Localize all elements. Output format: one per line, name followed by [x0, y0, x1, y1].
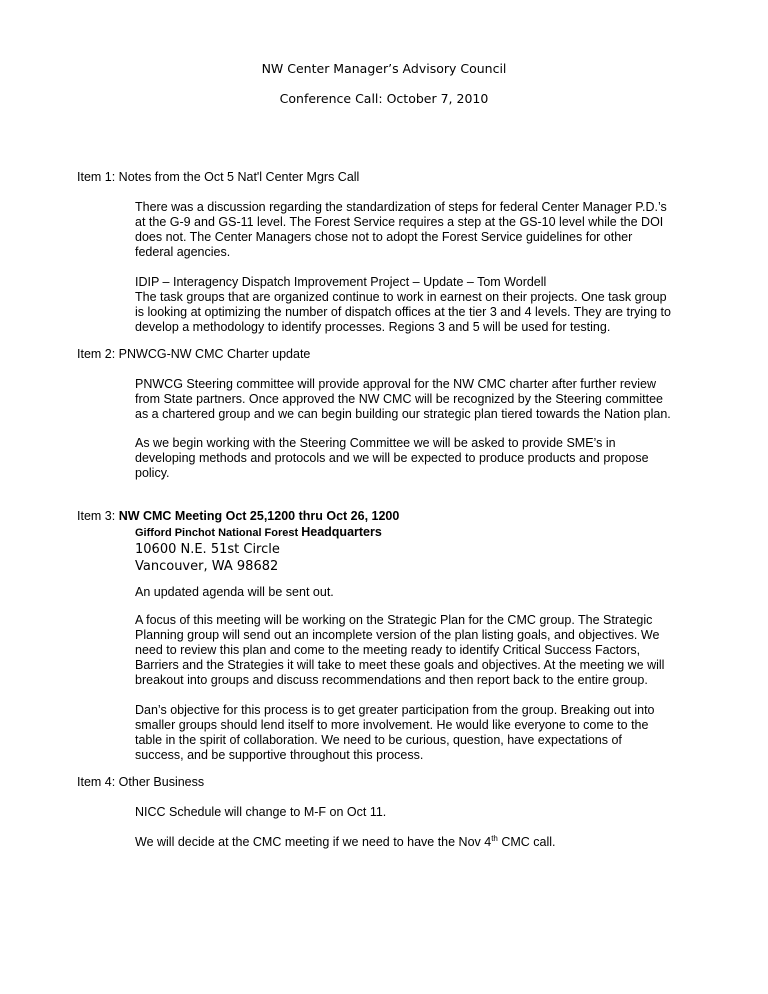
item-4-nicc-note: [135, 805, 695, 820]
item-3-agenda-note: [135, 585, 695, 600]
decide-prefix: We will decide at the CMC meeting if we need to have the Nov 4: [135, 835, 492, 849]
paragraph-line: success, and be supportive throughout this process.: [135, 748, 424, 762]
paragraph-line: Planning group will send out an incomplete version of the plan listing goals, and objectives. We: [135, 628, 660, 642]
paragraph-line: Barriers and the Strategies it will take to meet these goals and objectives. At the meeting we will: [135, 658, 665, 672]
paragraph-line: A focus of this meeting will be working on the Strategic Plan for the CMC group. The Strategic: [135, 613, 653, 627]
item-2-paragraph-1: [135, 377, 695, 422]
item-4-heading: Item 4: Other Business: [77, 775, 205, 789]
paragraph-line: federal agencies.: [135, 245, 231, 259]
address-line-1: 10600 N.E. 51st Circle: [135, 542, 280, 557]
paragraph-line: There was a discussion regarding the standardization of steps for federal Center Manager P.D.’s: [135, 200, 667, 214]
paragraph-line: An updated agenda will be sent out.: [135, 585, 334, 599]
item-1-heading: Item 1: Notes from the Oct 5 Nat'l Center Mgrs Call: [77, 170, 360, 184]
paragraph-line: PNWCG Steering committee will provide approval for the NW CMC charter after further review: [135, 377, 656, 391]
paragraph-line: table in the spirit of collaboration. We need to be curious, question, have expectations of: [135, 733, 622, 747]
item-4-decide-note: [135, 835, 695, 850]
location-name: Gifford Pinchot National Forest: [135, 527, 302, 539]
paragraph-line: IDIP – Interagency Dispatch Improvement Project – Update – Tom Wordell: [135, 275, 547, 289]
paragraph-line: is looking at optimizing the number of dispatch offices at the tier 3 and 4 levels. They are trying to: [135, 305, 671, 319]
item-2-paragraph-2: [135, 436, 695, 481]
paragraph-line: policy.: [135, 466, 170, 480]
paragraph-line: developing methods and protocols and we will be expected to produce products and propose: [135, 451, 649, 465]
paragraph-line: from State partners. Once approved the NW CMC will be recognized by the Steering committee: [135, 392, 664, 406]
paragraph-line: As we begin working with the Steering Committee we will be asked to provide SME’s in: [135, 436, 616, 450]
item-3-paragraph-2: [135, 703, 695, 763]
item-3-heading: [77, 509, 399, 524]
location-headquarters: Headquarters: [301, 525, 382, 539]
document-subtitle: Conference Call: October 7, 2010: [279, 91, 489, 106]
paragraph-line: NICC Schedule will change to M-F on Oct 11.: [135, 805, 387, 819]
paragraph-line: at the G-9 and GS-11 level. The Forest Service requires a step at the GS-10 level while the DOI: [135, 215, 664, 229]
paragraph-line: as a chartered group and we can begin building our strategic plan tiered towards the Nation plan.: [135, 407, 671, 421]
paragraph-line: develop a methodology to identify processes. Regions 3 and 5 will be used for testing.: [135, 320, 611, 334]
decide-suffix: CMC call.: [497, 835, 556, 849]
item-1-paragraph-1: [135, 200, 695, 260]
paragraph-line: The task groups that are organized continue to work in earnest on their projects. One task group: [135, 290, 667, 304]
document-title: NW Center Manager’s Advisory Council: [261, 61, 507, 76]
ordinal-suffix: th: [491, 833, 498, 843]
item-3-prefix: Item 3:: [77, 509, 119, 523]
meeting-location-name: [135, 525, 382, 541]
item-3-meeting-title: NW CMC Meeting Oct 25,1200 thru Oct 26, 1200: [118, 509, 400, 523]
item-1-paragraph-2: [135, 275, 695, 335]
paragraph-line: [135, 835, 695, 850]
paragraph-line: does not. The Center Managers chose not to adopt the Forest Service guidelines for other: [135, 230, 633, 244]
paragraph-line: need to review this plan and come to the meeting ready to identify Critical Success Factors,: [135, 643, 641, 657]
item-3-paragraph-1: [135, 613, 695, 688]
paragraph-line: breakout into groups and discuss recommendations and then report back to the entire group.: [135, 673, 648, 687]
paragraph-line: Dan’s objective for this process is to get greater participation from the group. Breaking out into: [135, 703, 655, 717]
item-2-heading: Item 2: PNWCG-NW CMC Charter update: [77, 347, 311, 361]
paragraph-line: smaller groups should lend itself to more involvement. He would like everyone to come to the: [135, 718, 649, 732]
address-line-2: Vancouver, WA 98682: [135, 559, 279, 574]
